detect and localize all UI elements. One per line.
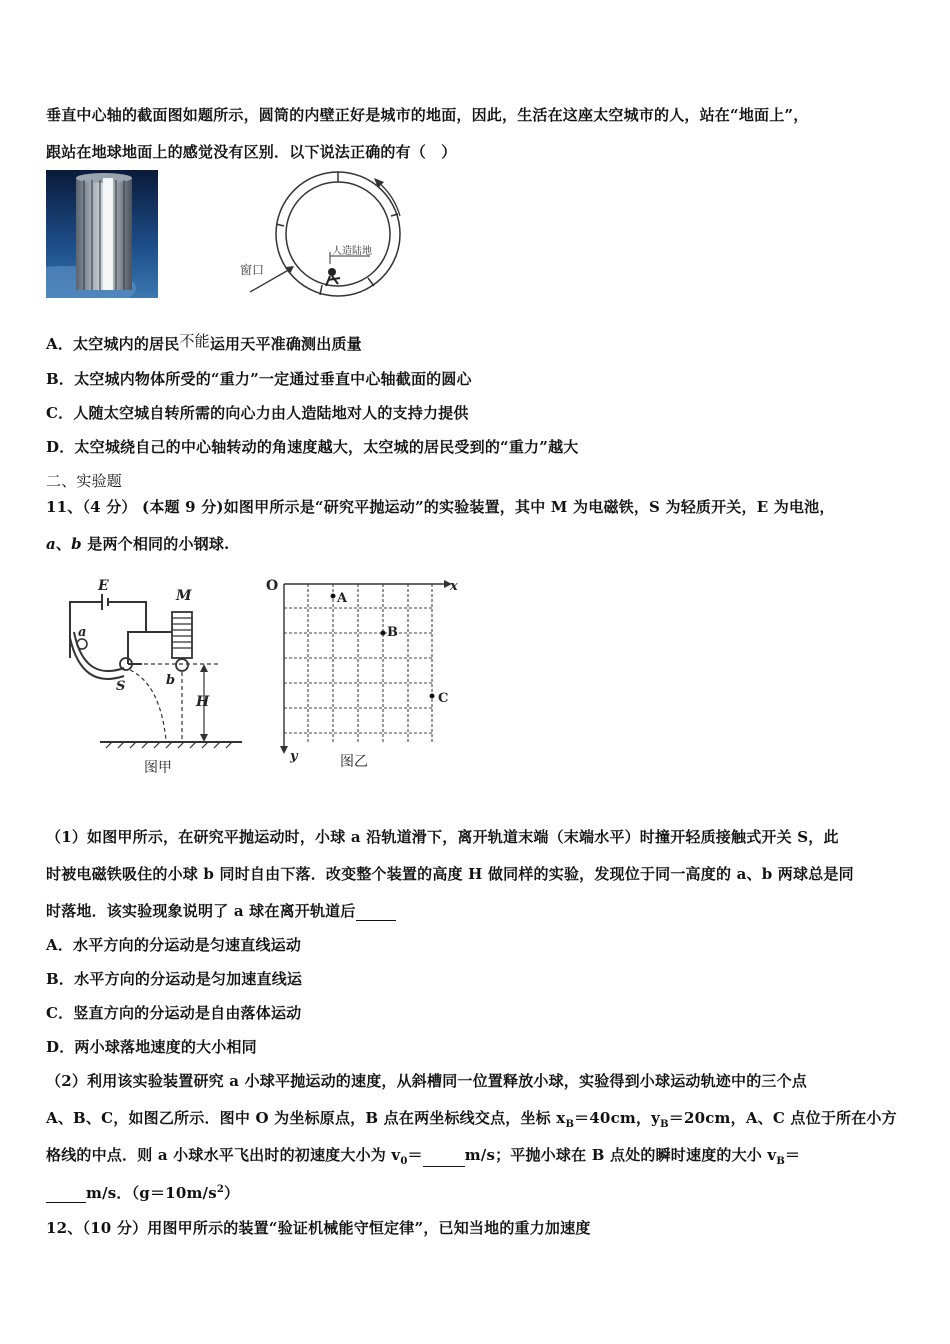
q11-p1-line2: 时被电磁铁吸住的小球 b 同时自由下落．改变整个装置的高度 H 做同样的实验，发现位于同一高度的 a、b 两球总是同 — [46, 865, 854, 883]
label-M: M — [176, 588, 192, 604]
q10-stem-line1: 垂直中心轴的截面图如题所示，圆筒的内壁正好是城市的地面，因此，生活在这座太空城市的人，站在“地面上”， — [46, 106, 809, 124]
q11-p2-line2: A、B、C，如图乙所示．图中 O 为坐标原点，B 点在两坐标线交点，坐标 $x_B=40cm$，$y_B=20cm$，A、C 点位于所在小方 — [46, 1109, 897, 1130]
answer-blank-vb — [46, 1188, 86, 1203]
label-A: A — [337, 591, 348, 606]
q11-p1-line3: 时落地．该实验现象说明了 a 球在离开轨道后 — [46, 900, 396, 921]
q11-head-line1: 11、（4 分） (本题 9 分)如图甲所示是“研究平抛运动”的实验装置，其中 M 为电磁铁，S 为轻质开关，E 为电池， — [46, 498, 835, 516]
q10-option-a: A．太空城内的居民不能运用天平准确测出质量 — [46, 332, 362, 353]
label-C: C — [438, 691, 449, 706]
label-b: b — [166, 673, 176, 688]
q10-option-b: B．太空城内物体所受的“重力”一定通过垂直中心轴截面的圆心 — [46, 370, 472, 388]
caption-jia: 图甲 — [144, 760, 172, 776]
q11-p1-option-b: B．水平方向的分运动是匀加速直线运 — [46, 970, 303, 988]
land-label: 人造陆地 — [332, 246, 372, 257]
q10-stem-line2: 跟站在地球地面上的感觉没有区别．以下说法正确的有（ ） — [46, 143, 457, 161]
q12-line1: 12、（10 分）用图甲所示的装置“验证机械能守恒定律”，已知当地的重力加速度 — [46, 1219, 591, 1237]
q11-p2-line3: 格线的中点．则 a 小球水平飞出时的初速度大小为 $v_0= m/s$；平抛小球在 B 点处的瞬时速度的大小 $v_B=$ — [46, 1146, 801, 1167]
q11-p2-line4: m/s．$(g=10m/s^2)$ — [46, 1182, 239, 1203]
answer-blank-v0 — [423, 1152, 465, 1167]
label-B: B — [387, 625, 398, 640]
q11-p1-option-a: A．水平方向的分运动是匀速直线运动 — [46, 936, 302, 954]
q11-p1-option-c: C．竖直方向的分运动是自由落体运动 — [46, 1004, 302, 1022]
q11-head-line2: a、b 是两个相同的小钢球. — [46, 535, 230, 553]
label-a: a — [78, 625, 87, 640]
label-E: E — [98, 578, 109, 594]
window-label: 窗口 — [240, 263, 265, 277]
label-x: x — [450, 579, 458, 594]
label-O: O — [266, 578, 279, 594]
label-H: H — [196, 694, 210, 710]
caption-yi: 图乙 — [340, 754, 368, 770]
q11-p1-line1: （1）如图甲所示，在研究平抛运动时，小球 a 沿轨道滑下，离开轨道末端（末端水平）时撞开轻质接触式开关 S，此 — [46, 828, 839, 846]
ring-cross-section-diagram — [228, 168, 418, 304]
space-city-photo — [46, 170, 158, 298]
label-S: S — [116, 679, 126, 694]
q10-option-c: C．人随太空城自转所需的向心力由人造陆地对人的支持力提供 — [46, 404, 469, 422]
answer-blank — [356, 906, 396, 921]
q11-p1-option-d: D．两小球落地速度的大小相同 — [46, 1038, 257, 1056]
label-y: y — [290, 749, 298, 764]
figure-jia-apparatus — [60, 572, 250, 782]
figure-yi-grid — [262, 572, 462, 782]
section-title: 二、实验题 — [46, 472, 123, 490]
q11-p2-line1: （2）利用该实验装置研究 a 小球平抛运动的速度，从斜槽同一位置释放小球，实验得到小球运动轨迹中的三个点 — [46, 1072, 808, 1090]
q10-option-d: D．太空城绕自己的中心轴转动的角速度越大，太空城的居民受到的“重力”越大 — [46, 438, 579, 456]
